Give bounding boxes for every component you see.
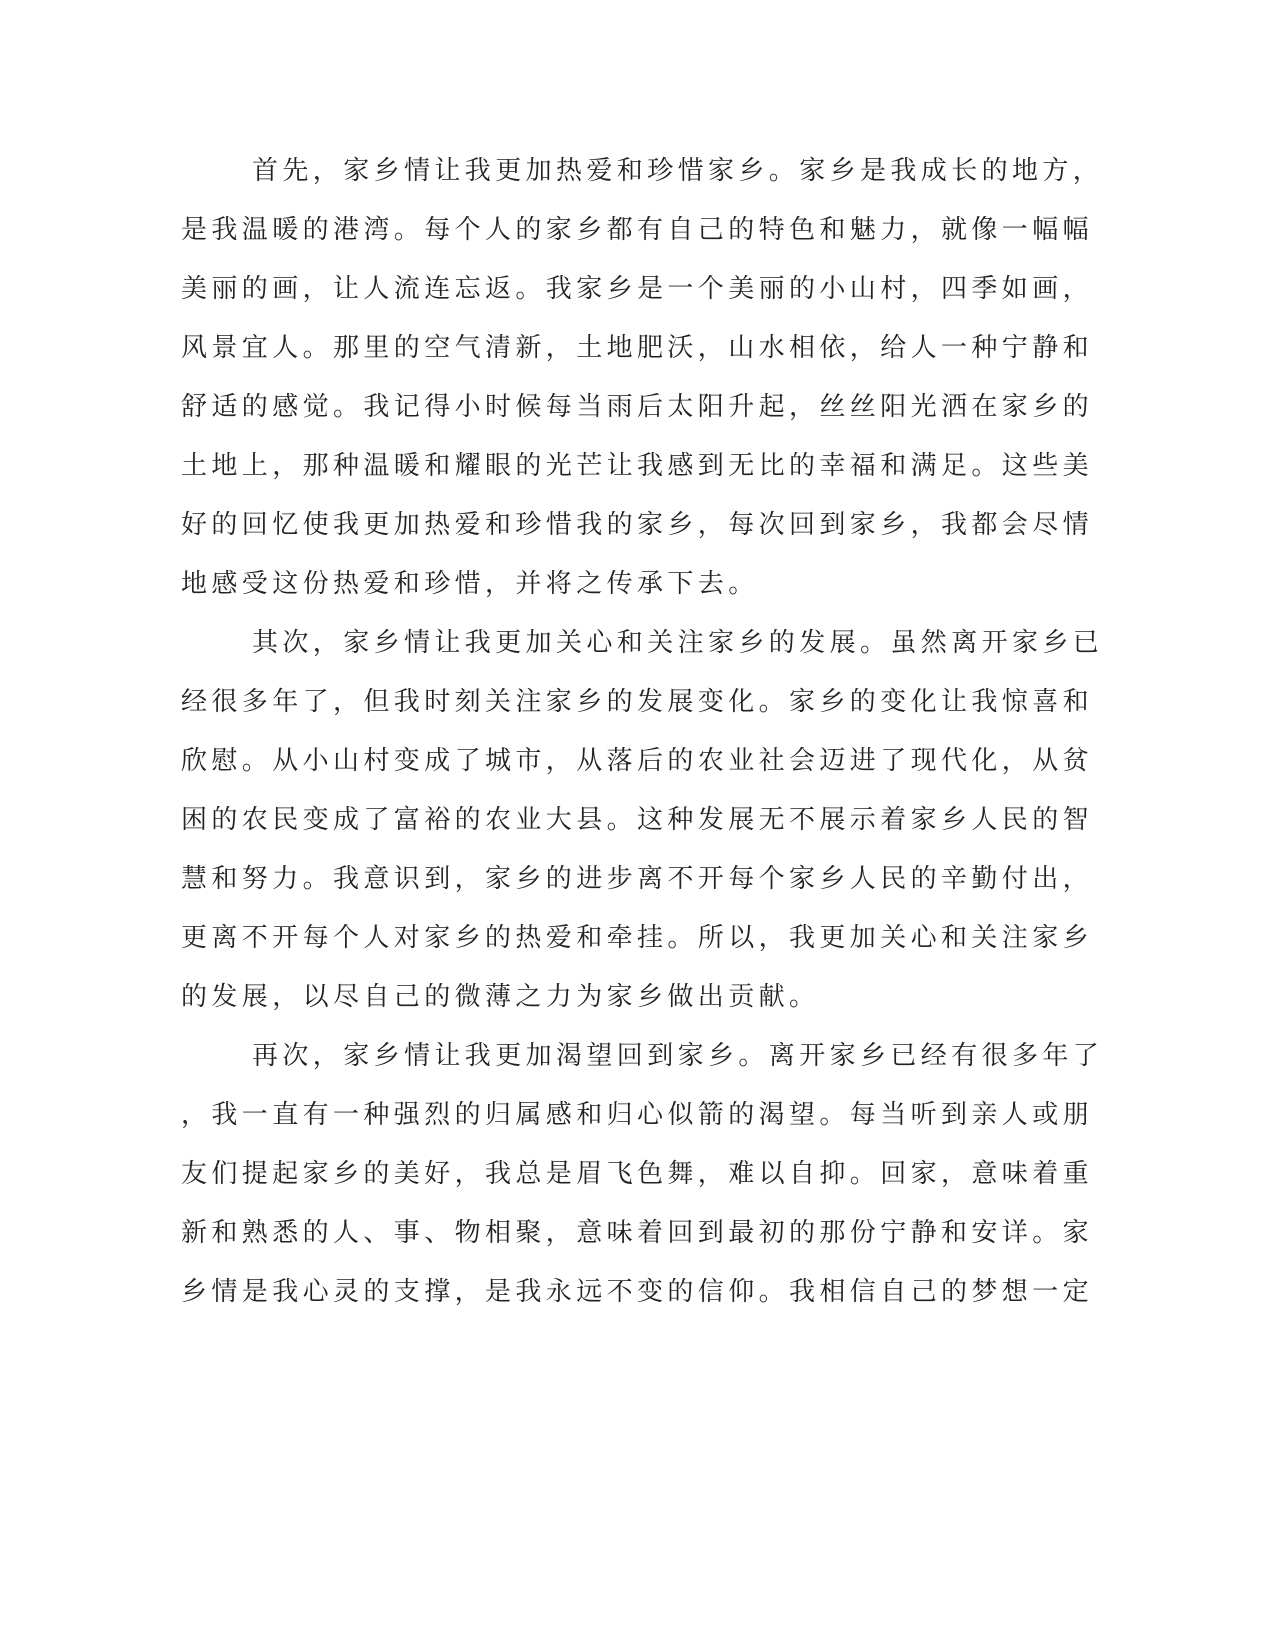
paragraph-2-line-6: 更离不开每个人对家乡的热爱和牵挂。所以，我更加关心和关注家乡 <box>181 923 1094 953</box>
paragraph-2-line-7: 的发展，以尽自己的微薄之力为家乡做出贡献。 <box>181 982 820 1012</box>
paragraph-2-line-5: 慧和努力。我意识到，家乡的进步离不开每个家乡人民的辛勤付出， <box>181 864 1094 894</box>
paragraph-3-line-2: ，我一直有一种强烈的归属感和归心似箭的渴望。每当听到亲人或朋 <box>181 1100 1094 1130</box>
paragraph-2-line-3: 欣慰。从小山村变成了城市，从落后的农业社会迈进了现代化，从贫 <box>181 746 1094 776</box>
paragraph-2-line-2: 经很多年了，但我时刻关注家乡的发展变化。家乡的变化让我惊喜和 <box>181 687 1094 717</box>
paragraph-1-line-1: 首先，家乡情让我更加热爱和珍惜家乡。家乡是我成长的地方， <box>252 156 1104 186</box>
paragraph-1-line-2: 是我温暖的港湾。每个人的家乡都有自己的特色和魅力，就像一幅幅 <box>181 215 1094 245</box>
paragraph-3-line-5: 乡情是我心灵的支撑，是我永远不变的信仰。我相信自己的梦想一定 <box>181 1277 1094 1307</box>
paragraph-1-line-4: 风景宜人。那里的空气清新，土地肥沃，山水相依，给人一种宁静和 <box>181 333 1094 363</box>
paragraph-1-line-3: 美丽的画，让人流连忘返。我家乡是一个美丽的小山村，四季如画， <box>181 274 1094 304</box>
paragraph-1-line-5: 舒适的感觉。我记得小时候每当雨后太阳升起，丝丝阳光洒在家乡的 <box>181 392 1094 422</box>
paragraph-2-line-4: 困的农民变成了富裕的农业大县。这种发展无不展示着家乡人民的智 <box>181 805 1094 835</box>
paragraph-3-line-1: 再次，家乡情让我更加渴望回到家乡。离开家乡已经有很多年了 <box>252 1041 1104 1071</box>
paragraph-3-line-4: 新和熟悉的人、事、物相聚，意味着回到最初的那份宁静和安详。家 <box>181 1218 1094 1248</box>
paragraph-1-line-7: 好的回忆使我更加热爱和珍惜我的家乡，每次回到家乡，我都会尽情 <box>181 510 1094 540</box>
paragraph-3-line-3: 友们提起家乡的美好，我总是眉飞色舞，难以自抑。回家，意味着重 <box>181 1159 1094 1189</box>
paragraph-1-line-8: 地感受这份热爱和珍惜，并将之传承下去。 <box>181 569 759 599</box>
paragraph-1-line-6: 土地上，那种温暖和耀眼的光芒让我感到无比的幸福和满足。这些美 <box>181 451 1094 481</box>
paragraph-2-line-1: 其次，家乡情让我更加关心和关注家乡的发展。虽然离开家乡已 <box>252 628 1104 658</box>
